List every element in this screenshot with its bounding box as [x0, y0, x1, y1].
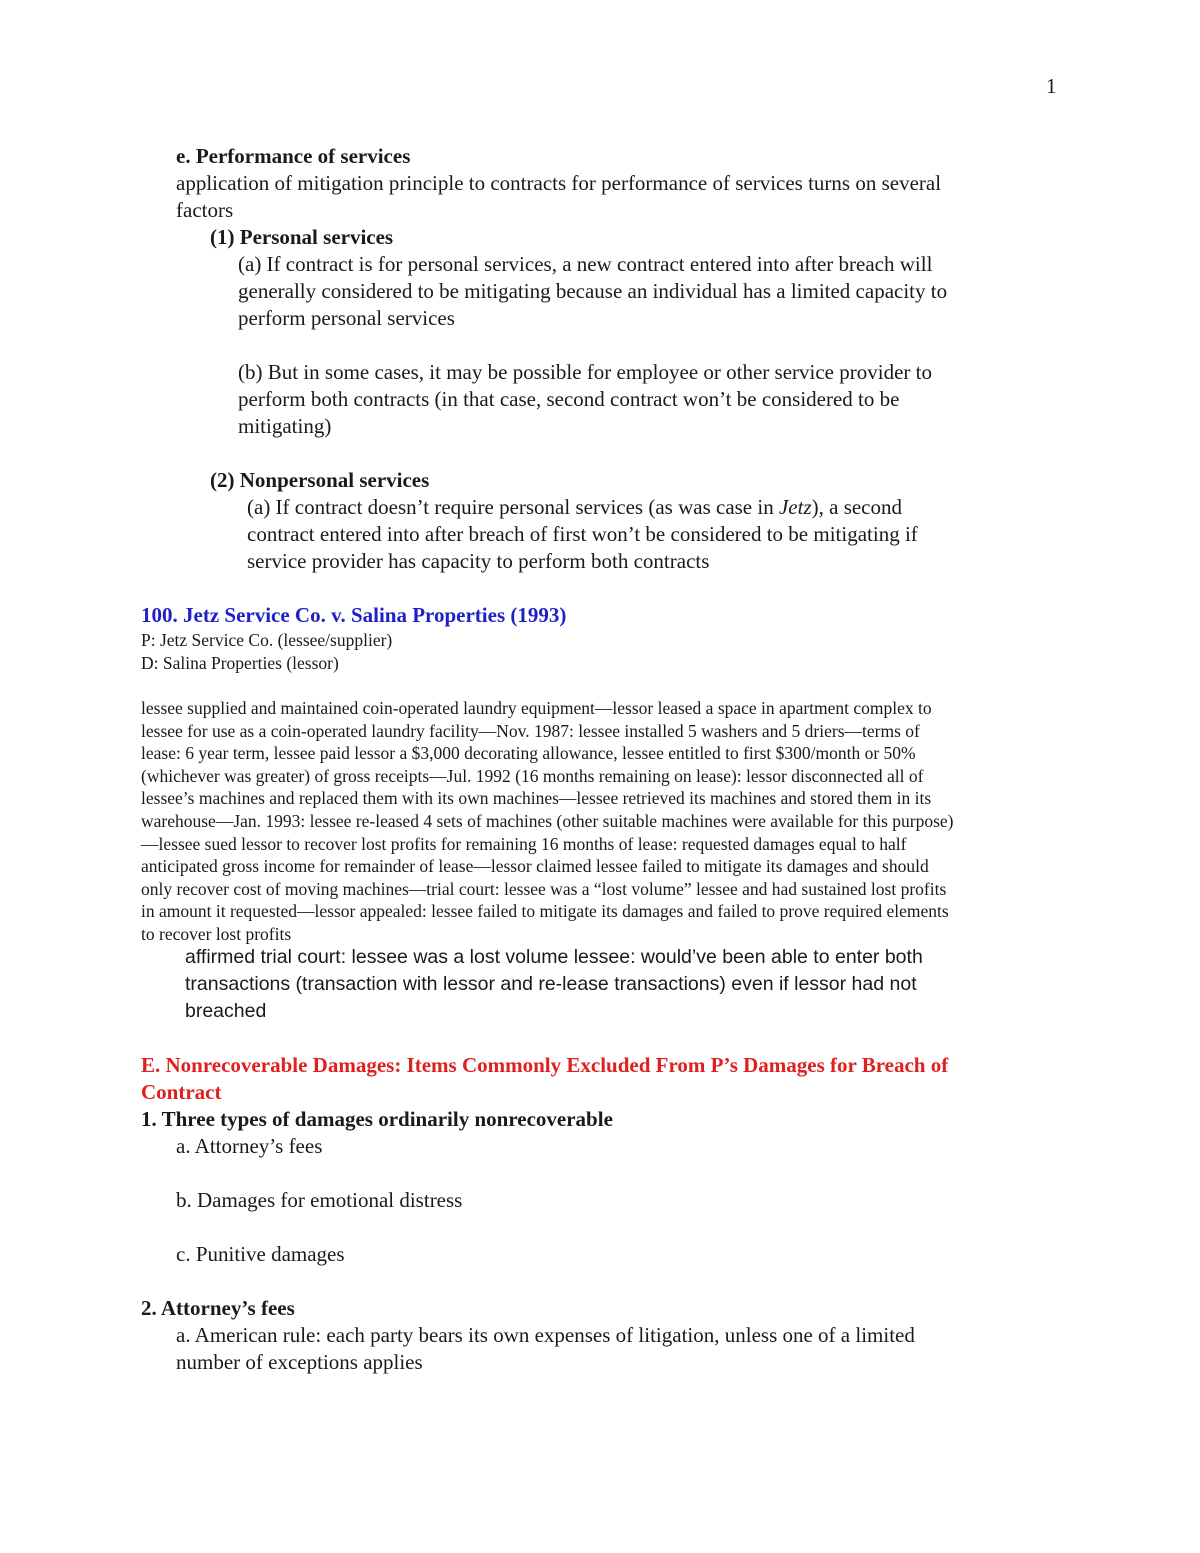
case-facts-line: lease: 6 year term, lessee paid lessor a $3,000 decorating allowance, lessee entitled to first $300/month or 50%	[141, 743, 916, 763]
case-holding-line: affirmed trial court: lessee was a lost volume lessee: would’ve been able to enter both	[185, 946, 923, 968]
subsection-heading: 1. Three types of damages ordinarily nonrecoverable	[141, 1107, 613, 1131]
subsection-heading: (1) Personal services	[210, 225, 394, 249]
list-item: b. Damages for emotional distress	[176, 1188, 463, 1212]
text-line: perform both contracts (in that case, second contract won’t be considered to be	[238, 387, 900, 411]
section-heading: Contract	[141, 1080, 222, 1104]
case-facts-line: lessee supplied and maintained coin-operated laundry equipment—lessor leased a space in apartment complex to	[141, 698, 932, 718]
text-line: mitigating)	[238, 414, 332, 438]
text-span: ), a second	[811, 495, 903, 519]
case-name-italic: Jetz	[778, 495, 812, 519]
text-span: (a) If contract doesn’t require personal services (as was case in	[247, 495, 779, 519]
case-title: 100. Jetz Service Co. v. Salina Properties (1993)	[141, 603, 567, 627]
text-line: contract entered into after breach of first won’t be considered to be mitigating if	[247, 522, 918, 546]
text-line: (b) But in some cases, it may be possible for employee or other service provider to	[238, 360, 932, 384]
case-holding-line: breached	[185, 1000, 267, 1022]
text-line: (a) If contract is for personal services, a new contract entered into after breach will	[238, 252, 933, 276]
case-facts-line: only recover cost of moving machines—trial court: lessee was a “lost volume” lessee and had sustained lost profits	[141, 879, 947, 899]
list-item: a. Attorney’s fees	[176, 1134, 323, 1158]
case-defendant: D: Salina Properties (lessor)	[141, 653, 339, 673]
section-heading: E. Nonrecoverable Damages: Items Commonly Excluded From P’s Damages for Breach of	[141, 1053, 949, 1077]
case-facts-line: in amount it requested—lessor appealed: lessee failed to mitigate its damages and failed to prove required elements	[141, 901, 949, 921]
text-line: generally considered to be mitigating because an individual has a limited capacity to	[238, 279, 948, 303]
case-facts-line: lessee for use as a coin-operated laundry facility—Nov. 1987: lessee installed 5 washers and 5 driers—terms of	[141, 721, 920, 741]
subsection-heading: 2. Attorney’s fees	[141, 1296, 295, 1320]
case-plaintiff: P: Jetz Service Co. (lessee/supplier)	[141, 630, 393, 650]
case-facts-line: (whichever was greater) of gross receipts—Jul. 1992 (16 months remaining on lease): lessor disconnected all of	[141, 766, 924, 786]
text-line: a. American rule: each party bears its own expenses of litigation, unless one of a limited	[176, 1323, 915, 1347]
case-facts-line: warehouse—Jan. 1993: lessee re-leased 4 sets of machines (other suitable machines were available for this purpose)	[141, 811, 954, 831]
case-holding-line: transactions (transaction with lessor and re-lease transactions) even if lessor had not	[185, 973, 917, 995]
subsection-heading: (2) Nonpersonal services	[210, 468, 430, 492]
page-number: 1	[1046, 74, 1057, 98]
text-line	[247, 494, 902, 521]
text-line: perform personal services	[238, 306, 455, 330]
case-facts-line: lessee’s machines and replaced them with its own machines—lessee retrieved its machines and stored them in its	[141, 788, 932, 808]
case-facts-line: —lessee sued lessor to recover lost profits for remaining 16 months of lease: requested damages equal to half	[141, 834, 907, 854]
case-facts-line: anticipated gross income for remainder of lease—lessor claimed lessee failed to mitigate its damages and should	[141, 856, 929, 876]
text-line: application of mitigation principle to contracts for performance of services turns on several	[176, 171, 942, 195]
case-facts-line: to recover lost profits	[141, 924, 292, 944]
list-item: c. Punitive damages	[176, 1242, 345, 1266]
section-heading: e. Performance of services	[176, 144, 411, 168]
text-line: factors	[176, 198, 234, 222]
text-line: number of exceptions applies	[176, 1350, 423, 1374]
text-line: service provider has capacity to perform both contracts	[247, 549, 710, 573]
